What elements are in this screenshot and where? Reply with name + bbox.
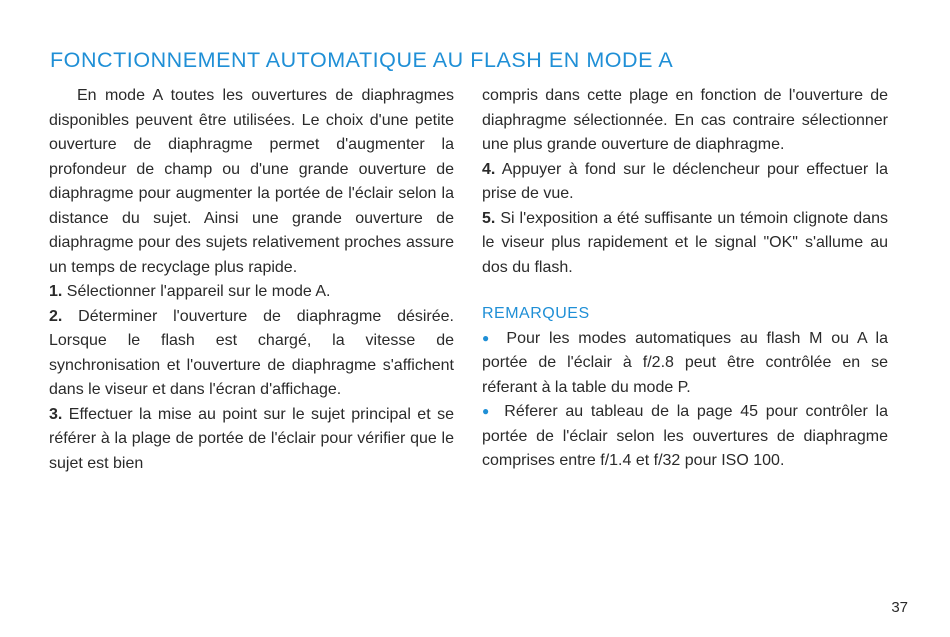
step-number: 3. <box>49 405 63 423</box>
step-3 <box>49 403 454 477</box>
step-text: Déterminer l'ouverture de diaphragme désirée. Lorsque le flash est chargé, la vitesse de synchronisation et l'ouverture de diaphragme s'affichent dans le viseur et dans l'écran d'affichage. <box>49 307 454 398</box>
step-2 <box>49 305 454 403</box>
step-4 <box>482 158 888 207</box>
step-number: 1. <box>49 283 63 300</box>
step-1 <box>49 280 454 305</box>
page-number: 37 <box>891 599 908 616</box>
step-number: 5. <box>482 209 496 227</box>
step-number: 2. <box>49 307 63 325</box>
remarks-heading: REMARQUES <box>482 305 590 322</box>
remark-1 <box>482 327 888 401</box>
remark-text: Pour les modes automatiques au flash M ou A la portée de l'éclair à f/2.8 peut être contrôlée en se réferant à la table du mode P. <box>482 329 889 396</box>
remark-text: Réferer au tableau de la page 45 pour contrôler la portée de l'éclair selon les ouvertures de diaphragme comprises entre f/1.4 et f/32 pour ISO 100. <box>482 403 888 469</box>
continuation-paragraph: compris dans cette plage en fonction de l'ouverture de diaphragme sélectionnée. En cas contraire sélectionner une plus grande ouverture de diaphragme. <box>482 87 888 153</box>
step-text: Sélectionner l'appareil sur le mode A. <box>66 283 331 300</box>
step-text: Effectuer la mise au point sur le sujet principal et se référer à la plage de portée de l'éclair pour vérifier que le sujet est bien <box>49 405 454 472</box>
page-title: FONCTIONNEMENT AUTOMATIQUE AU FLASH EN MODE A <box>50 48 674 72</box>
remark-2 <box>482 400 888 474</box>
right-column <box>482 84 888 474</box>
step-number: 4. <box>482 160 496 178</box>
step-text: Si l'exposition a été suffisante un témoin clignote dans le viseur plus rapidement et le signal "OK" s'allume au dos du flash. <box>482 209 888 276</box>
step-5 <box>482 207 888 281</box>
bullet-icon: ● <box>482 404 493 418</box>
left-column <box>49 84 454 476</box>
step-text: Appuyer à fond sur le déclencheur pour effectuer la prise de vue. <box>482 160 888 202</box>
bullet-icon: ● <box>482 330 494 345</box>
intro-paragraph: En mode A toutes les ouvertures de diaphragmes disponibles peuvent être utilisées. Le choix d'une petite ouverture de diaphragme permet d'augmenter la profondeur de champ ou d'une grande ouverture de diaphragme pour augmenter la portée de l'éclair selon la distance du sujet. Ainsi une grande ouverture de diaphragme pour des sujets relativement proches assure un temps de recyclage plus rapide. <box>49 87 454 276</box>
